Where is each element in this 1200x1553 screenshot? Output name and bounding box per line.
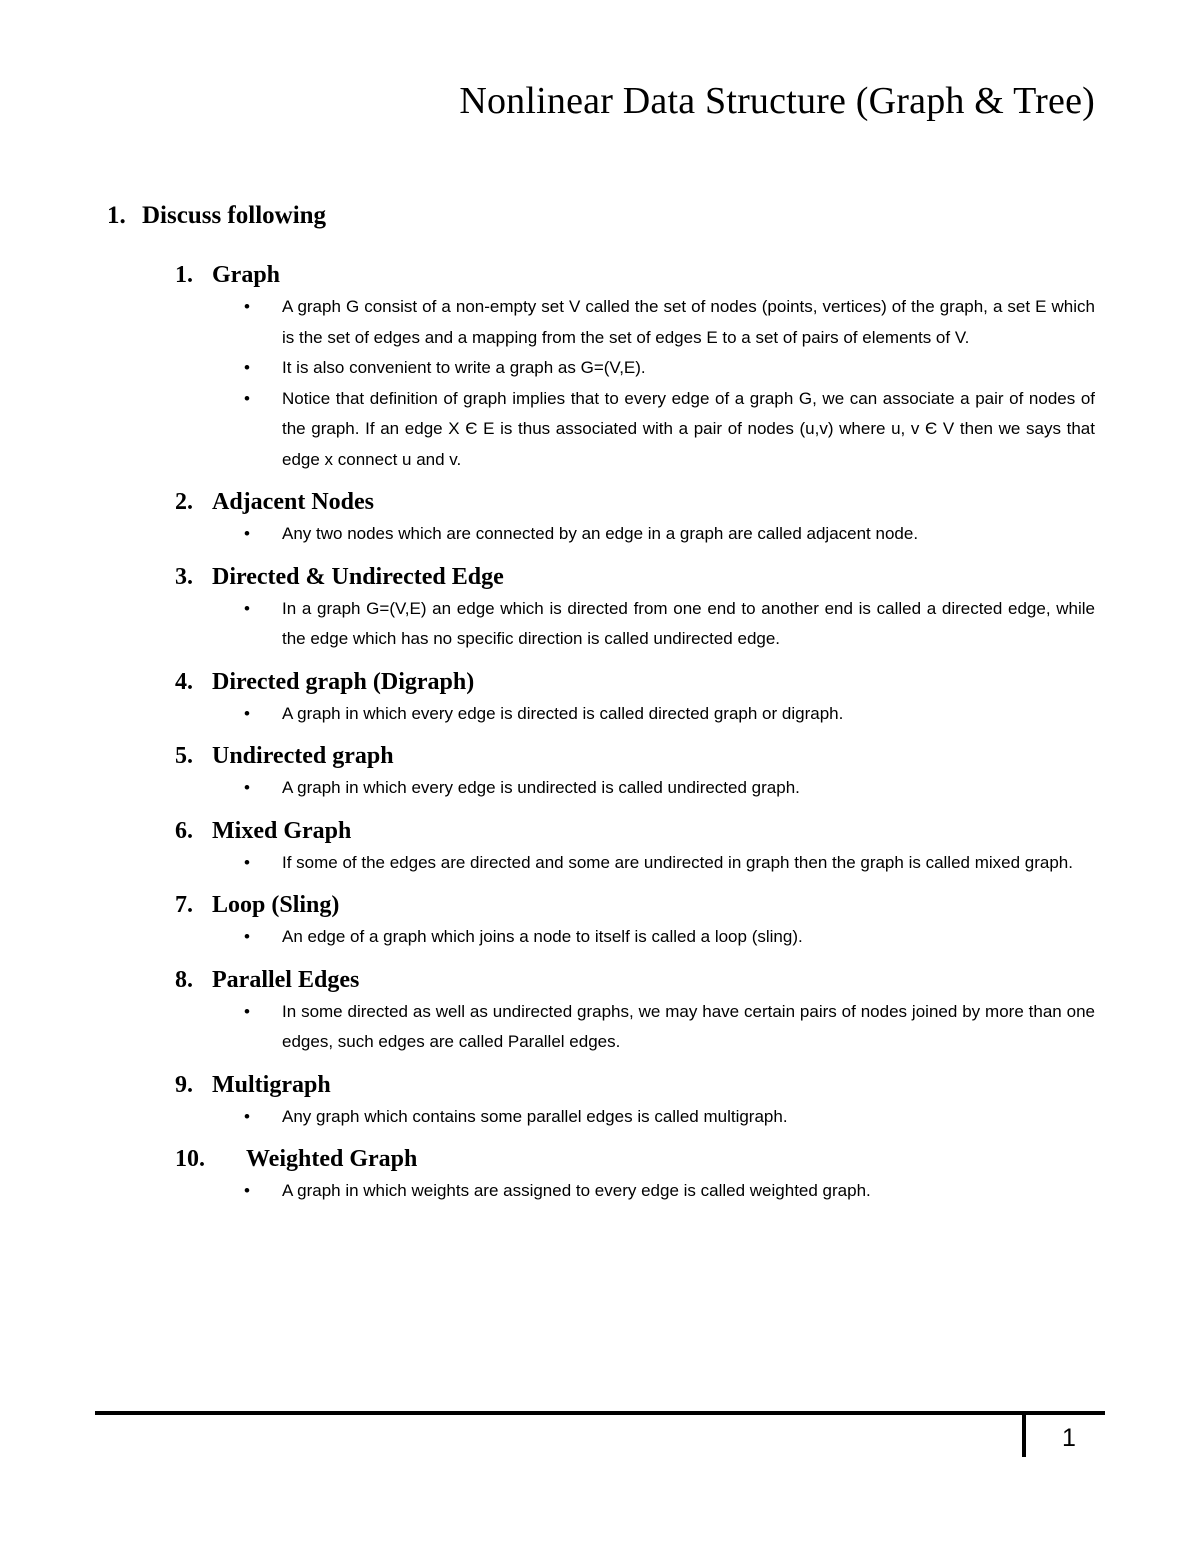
section-title <box>175 888 1095 922</box>
section-title <box>175 739 1095 773</box>
section-title-text: Multigraph <box>212 1071 331 1098</box>
section-loop <box>175 888 1095 953</box>
section-number: 9. <box>175 1071 193 1098</box>
section-title-text: Directed & Undirected Edge <box>212 563 504 590</box>
bullet-item: • A graph in which every edge is directed is called directed graph or digraph. <box>282 699 1095 730</box>
bullet-list <box>175 594 1095 655</box>
section-title <box>175 485 1095 519</box>
section-directed-undirected-edge <box>175 560 1095 655</box>
section-number: 4. <box>175 668 193 695</box>
section-title <box>175 1142 1095 1176</box>
definitions-list <box>175 258 1095 1217</box>
bullet-item: • A graph G consist of a non-empty set V called the set of nodes (points, vertices) of the graph, a set E which is the set of edges and a mapping from the set of edges E to a set of pairs of elements of V. <box>282 292 1095 353</box>
section-weighted-graph <box>175 1142 1095 1207</box>
section-title-text: Mixed Graph <box>212 817 352 844</box>
section-directed-graph <box>175 665 1095 730</box>
section-number: 10. <box>175 1146 205 1172</box>
section-parallel-edges <box>175 963 1095 1058</box>
section-number: 6. <box>175 817 193 844</box>
page-number: 1 <box>1062 1424 1076 1452</box>
section-title-text: Loop (Sling) <box>212 892 340 918</box>
bullet-list <box>175 519 1095 550</box>
bullet-list <box>175 997 1095 1058</box>
question-title: Discuss following <box>142 202 327 229</box>
section-title-text: Adjacent Nodes <box>212 489 374 515</box>
section-number: 7. <box>175 892 193 918</box>
bullet-list <box>175 1102 1095 1133</box>
section-number: 2. <box>175 489 193 515</box>
section-title <box>175 665 1095 699</box>
section-undirected-graph <box>175 739 1095 804</box>
section-number: 5. <box>175 743 193 769</box>
section-number: 8. <box>175 966 193 993</box>
section-title <box>175 560 1095 594</box>
bullet-item: • A graph in which weights are assigned to every edge is called weighted graph. <box>282 1176 1095 1207</box>
bullet-list <box>175 922 1095 953</box>
section-title <box>175 1068 1095 1102</box>
footer-divider <box>95 1411 1105 1415</box>
section-title-text: Graph <box>212 262 281 288</box>
bullet-list <box>175 699 1095 730</box>
section-number: 3. <box>175 563 193 590</box>
question-heading <box>107 199 326 233</box>
bullet-item: • Any graph which contains some parallel edges is called multigraph. <box>282 1102 1095 1133</box>
bullet-item: • It is also convenient to write a graph as G=(V,E). <box>282 353 1095 384</box>
section-title <box>175 963 1095 997</box>
section-adjacent-nodes <box>175 485 1095 550</box>
bullet-item: • A graph in which every edge is undirected is called undirected graph. <box>282 773 1095 804</box>
bullet-list <box>175 848 1095 879</box>
bullet-item: • An edge of a graph which joins a node to itself is called a loop (sling). <box>282 922 1095 953</box>
footer-page-separator <box>1022 1415 1026 1457</box>
bullet-item: • In a graph G=(V,E) an edge which is directed from one end to another end is called a directed edge, while the edge which has no specific direction is called undirected edge. <box>282 594 1095 655</box>
section-title <box>175 258 1095 292</box>
bullet-item: • Any two nodes which are connected by an edge in a graph are called adjacent node. <box>282 519 1095 550</box>
section-multigraph <box>175 1068 1095 1133</box>
bullet-list <box>175 1176 1095 1207</box>
section-graph <box>175 258 1095 475</box>
section-mixed-graph <box>175 814 1095 879</box>
bullet-item: • In some directed as well as undirected graphs, we may have certain pairs of nodes joined by more than one edges, such edges are called Parallel edges. <box>282 997 1095 1058</box>
question-number: 1. <box>107 202 126 229</box>
page-header-title: Nonlinear Data Structure (Graph & Tree) <box>459 80 1095 122</box>
section-title-text: Directed graph (Digraph) <box>212 668 475 695</box>
bullet-list <box>175 292 1095 475</box>
bullet-list <box>175 773 1095 804</box>
bullet-item: • If some of the edges are directed and some are undirected in graph then the graph is called mixed graph. <box>282 848 1095 879</box>
section-title-text: Parallel Edges <box>212 966 360 993</box>
section-title <box>175 814 1095 848</box>
section-title-text: Weighted Graph <box>246 1146 418 1172</box>
bullet-item: • Notice that definition of graph implies that to every edge of a graph G, we can associate a pair of nodes of the graph. If an edge X Є E is thus associated with a pair of nodes (u,v) where u, v Є V then we says that edge x connect u and v. <box>282 384 1095 476</box>
section-title-text: Undirected graph <box>212 743 394 769</box>
section-number: 1. <box>175 262 193 288</box>
